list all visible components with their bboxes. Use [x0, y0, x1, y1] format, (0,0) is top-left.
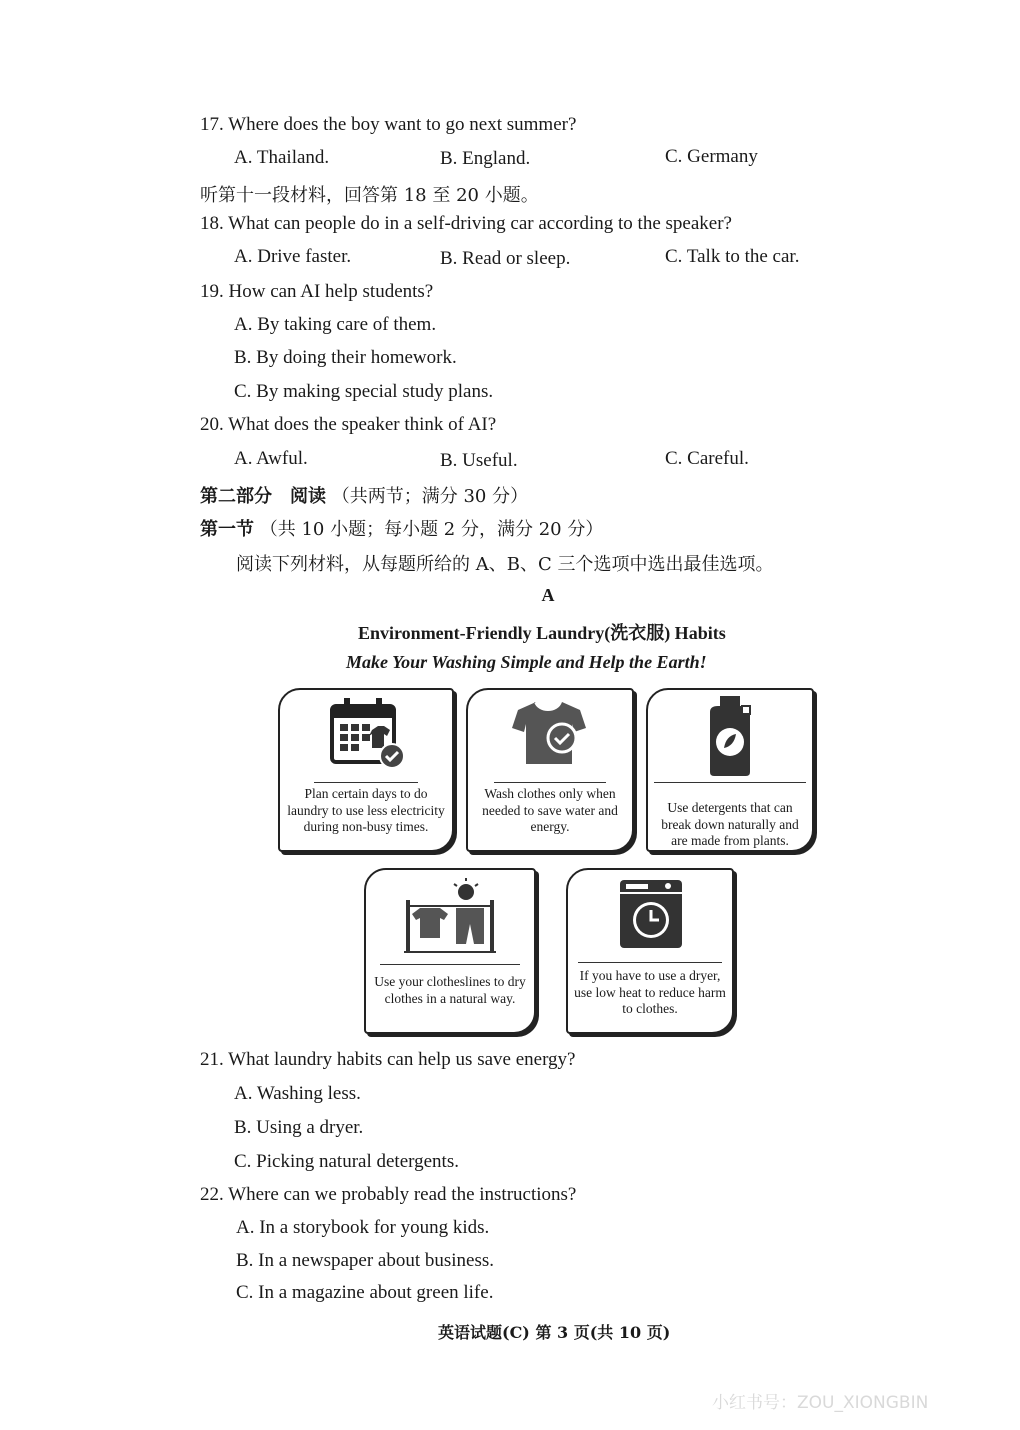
question-18-option-c: C. Talk to the car.	[665, 246, 800, 267]
page-footer: 英语试题(C) 第 3 页(共 10 页)	[438, 1323, 671, 1342]
tip-text-dryer: If you have to use a dryer, use low heat to reduce harm to clothes.	[574, 968, 726, 1016]
clothesline-sun-icon	[402, 878, 498, 956]
card-rule	[578, 962, 722, 963]
question-20-stem: 20. What does the speaker think of AI?	[200, 414, 497, 435]
question-17-option-a: A. Thailand.	[234, 147, 330, 168]
passage-title: Environment-Friendly Laundry(洗衣服) Habits	[358, 623, 726, 643]
question-19-stem: 19. How can AI help students?	[200, 281, 434, 302]
detergent-bottle-icon	[700, 694, 760, 778]
question-20-option-a: A. Awful.	[234, 448, 308, 469]
question-21-stem: 21. What laundry habits can help us save energy?	[200, 1049, 576, 1070]
part2-note: （共两节；满分 30 分）	[331, 486, 529, 507]
section1-note: （共 10 小题；每小题 2 分，满分 20 分）	[259, 519, 604, 540]
question-17-option-c: C. Germany	[665, 146, 758, 167]
question-21-option-b: B. Using a dryer.	[234, 1117, 364, 1138]
card-rule	[494, 782, 606, 783]
reading-instruction: 阅读下列材料，从每题所给的 A、B、C 三个选项中选出最佳选项。	[236, 554, 774, 575]
question-18-option-a: A. Drive faster.	[234, 246, 352, 267]
card-rule	[314, 782, 418, 783]
question-19-option-a: A. By taking care of them.	[234, 314, 437, 335]
question-22-option-b: B. In a newspaper about business.	[236, 1250, 495, 1271]
tip-text-clothesline: Use your clotheslines to dry clothes in a natural way.	[374, 974, 526, 1006]
question-19-option-b: B. By doing their homework.	[234, 347, 457, 368]
tip-card-dryer	[566, 868, 734, 1034]
question-22-option-c: C. In a magazine about green life.	[236, 1282, 494, 1303]
passage-subtitle: Make Your Washing Simple and Help the Earth!	[346, 652, 707, 672]
tip-card-plan-days	[278, 688, 454, 852]
tip-card-natural-detergent	[646, 688, 814, 852]
question-20-option-b: B. Useful.	[440, 450, 518, 471]
part2-heading: 第二部分 阅读	[200, 486, 326, 507]
question-17-stem: 17. Where does the boy want to go next summer?	[200, 114, 577, 135]
card-rule	[380, 964, 520, 965]
question-20-option-c: C. Careful.	[665, 448, 749, 469]
dryer-timer-icon	[616, 876, 686, 952]
tip-text-natural-detergent: Use detergents that can break down naturally and are made from plants.	[661, 800, 799, 848]
section1-heading-row	[200, 515, 603, 541]
question-17-option-b: B. England.	[440, 148, 531, 169]
card-rule	[654, 782, 806, 783]
question-18-stem: 18. What can people do in a self-driving car according to the speaker?	[200, 213, 732, 234]
question-19-option-c: C. By making special study plans.	[234, 381, 494, 402]
tip-card-wash-when-needed	[466, 688, 634, 852]
shirt-check-icon	[512, 698, 588, 766]
tip-text-plan-days: Plan certain days to do laundry to use less electricity during non-busy times.	[287, 786, 445, 834]
passage-letter: A	[541, 585, 555, 605]
question-21-option-a: A. Washing less.	[234, 1083, 361, 1104]
tip-card-clothesline	[364, 868, 536, 1034]
section1-heading: 第一节	[200, 519, 254, 540]
question-18-option-b: B. Read or sleep.	[440, 248, 571, 269]
question-21-option-c: C. Picking natural detergents.	[234, 1151, 459, 1172]
watermark: 小红书号：ZOU_XIONGBIN	[712, 1393, 929, 1413]
question-22-stem: 22. Where can we probably read the instructions?	[200, 1184, 577, 1205]
part2-heading-row	[200, 482, 528, 508]
calendar-laundry-icon	[328, 696, 408, 772]
question-22-option-a: A. In a storybook for young kids.	[236, 1217, 490, 1238]
section-note-11: 听第十一段材料，回答第 18 至 20 小题。	[200, 185, 539, 206]
tip-text-wash-when-needed: Wash clothes only when needed to save water and energy.	[482, 786, 618, 834]
